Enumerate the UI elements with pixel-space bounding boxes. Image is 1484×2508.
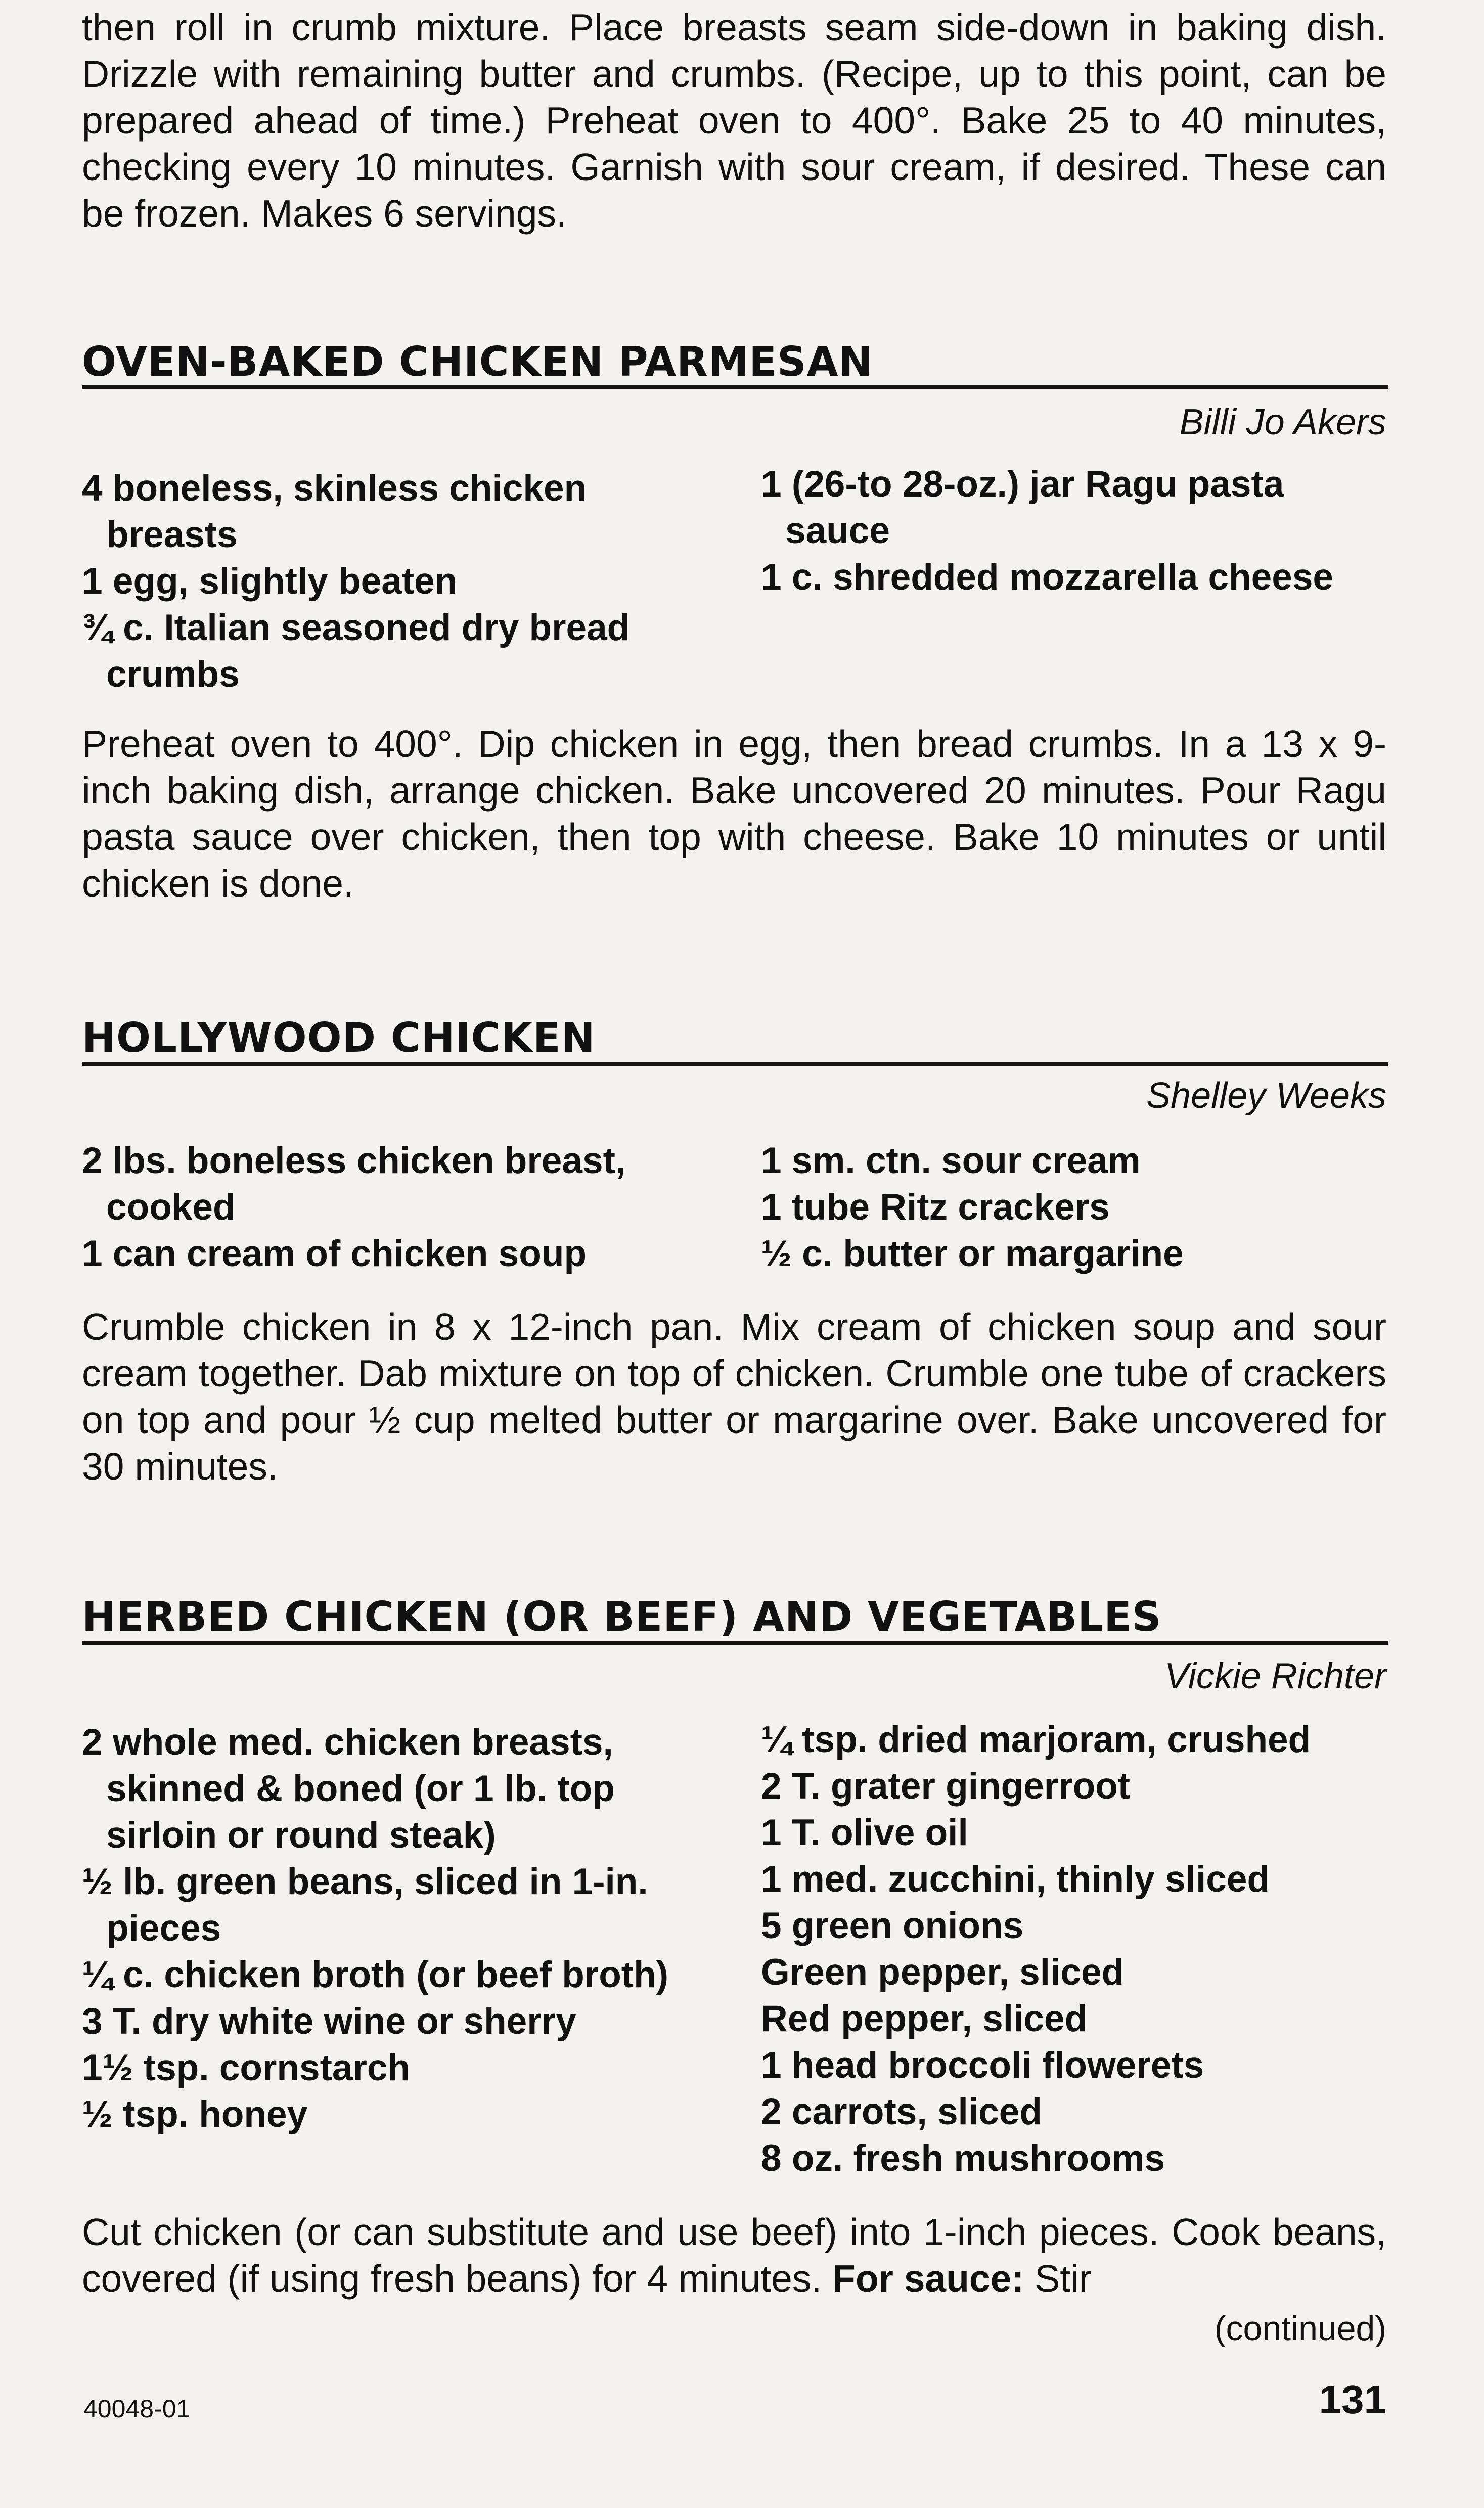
recipe-author: Vickie Richter: [1164, 1656, 1386, 1696]
intro-paragraph: then roll in crumb mixture. Place breasts seam side-down in baking dish. Drizzle with remaining butter and crumbs. (Recipe, up to this point, can be prepared ahead of time.) Preheat oven to 400°. Bake 25 to 40 minutes, checking every 10 minutes. Garnish with sour cream, if desired. These can be frozen. Makes 6 servings.: [82, 6, 1386, 235]
recipe-directions: [82, 2209, 1386, 2302]
ingredient: 2 carrots, sliced: [761, 2091, 1042, 2132]
ingredient: 2 whole med. chicken breasts, skinned & boned (or 1 lb. top sirloin or round steak): [82, 1722, 615, 1856]
recipe-title-herbed-chicken-and-vegetables: HERBED CHICKEN (OR BEEF) AND VEGETABLES: [82, 1593, 1162, 1640]
recipe-title-hollywood-chicken: HOLLYWOOD CHICKEN: [82, 1014, 596, 1061]
ingredient: ¼ c. chicken broth (or beef broth): [82, 1954, 669, 1995]
ingredient: 1 c. shredded mozzarella cheese: [761, 557, 1334, 598]
ingredient: ½ lb. green beans, sliced in 1-in. pieces: [82, 1861, 648, 1949]
title-rule: [82, 1062, 1388, 1066]
ingredients-right: [761, 461, 1388, 601]
ingredient: 4 boneless, skinless chicken breasts: [82, 468, 587, 555]
ingredient: ½ tsp. honey: [82, 2094, 308, 2135]
ingredient: 2 T. grater gingerroot: [761, 1766, 1131, 1807]
ingredients-left: [82, 1719, 714, 2138]
ingredient: 1 sm. ctn. sour cream: [761, 1140, 1141, 1181]
ingredient: 5 green onions: [761, 1905, 1024, 1946]
ingredient: ¼ tsp. dried marjoram, crushed: [761, 1719, 1311, 1760]
ingredients-left: [82, 465, 714, 698]
ingredient: 1½ tsp. cornstarch: [82, 2047, 411, 2088]
ingredient: 1 (26-to 28-oz.) jar Ragu pasta sauce: [761, 464, 1284, 551]
ingredient: Red pepper, sliced: [761, 1998, 1088, 2039]
ingredient: Green pepper, sliced: [761, 1952, 1125, 1993]
ingredients-left: [82, 1138, 714, 1277]
ingredient: ½ c. butter or margarine: [761, 1233, 1184, 1274]
recipe-directions: Preheat oven to 400°. Dip chicken in egg, then bread crumbs. In a 13 x 9-inch baking dish, arrange chicken. Bake uncovered 20 minutes. Pour Ragu pasta sauce over chicken, then top with cheese. Bake 10 minutes or until chicken is done.: [82, 723, 1386, 905]
title-rule: [82, 385, 1388, 389]
continued-label: (continued): [1214, 2309, 1386, 2348]
ingredient: ¾ c. Italian seasoned dry bread crumbs: [82, 607, 630, 695]
ingredient: 1 T. olive oil: [761, 1812, 968, 1853]
recipe-directions: Crumble chicken in 8 x 12-inch pan. Mix cream of chicken soup and sour cream together. Dab mixture on top of chicken. Crumble one tube of crackers on top and pour ½ cup melted butter or margarine over. Bake uncovered for 30 minutes.: [82, 1306, 1386, 1488]
page-number: 131: [1319, 2377, 1386, 2422]
recipe-title-oven-baked-chicken-parmesan: OVEN-BAKED CHICKEN PARMESAN: [82, 338, 873, 385]
recipe-author: Shelley Weeks: [1146, 1076, 1386, 1116]
ingredient: 2 lbs. boneless chicken breast, cooked: [82, 1140, 626, 1228]
footer-code: 40048-01: [83, 2395, 191, 2423]
ingredient: 8 oz. fresh mushrooms: [761, 2138, 1165, 2179]
ingredients-right: [761, 1138, 1388, 1277]
ingredient: 3 T. dry white wine or sherry: [82, 2001, 576, 2042]
directions-bold-label: For sauce:: [832, 2257, 1024, 2300]
recipe-author: Billi Jo Akers: [1179, 402, 1386, 442]
ingredient: 1 can cream of chicken soup: [82, 1233, 587, 1274]
directions-text-end: Stir: [1035, 2257, 1092, 2300]
ingredient: 1 tube Ritz crackers: [761, 1187, 1110, 1228]
directions-text: Cut chicken (or can substitute and use beef) into 1-inch pieces. Cook beans, covered (if using fresh beans) for 4 minutes.: [82, 2211, 1386, 2300]
ingredient: 1 egg, slightly beaten: [82, 561, 458, 602]
title-rule: [82, 1641, 1388, 1645]
ingredient: 1 head broccoli flowerets: [761, 2045, 1204, 2086]
ingredient: 1 med. zucchini, thinly sliced: [761, 1859, 1270, 1900]
ingredients-right: [761, 1717, 1388, 2182]
